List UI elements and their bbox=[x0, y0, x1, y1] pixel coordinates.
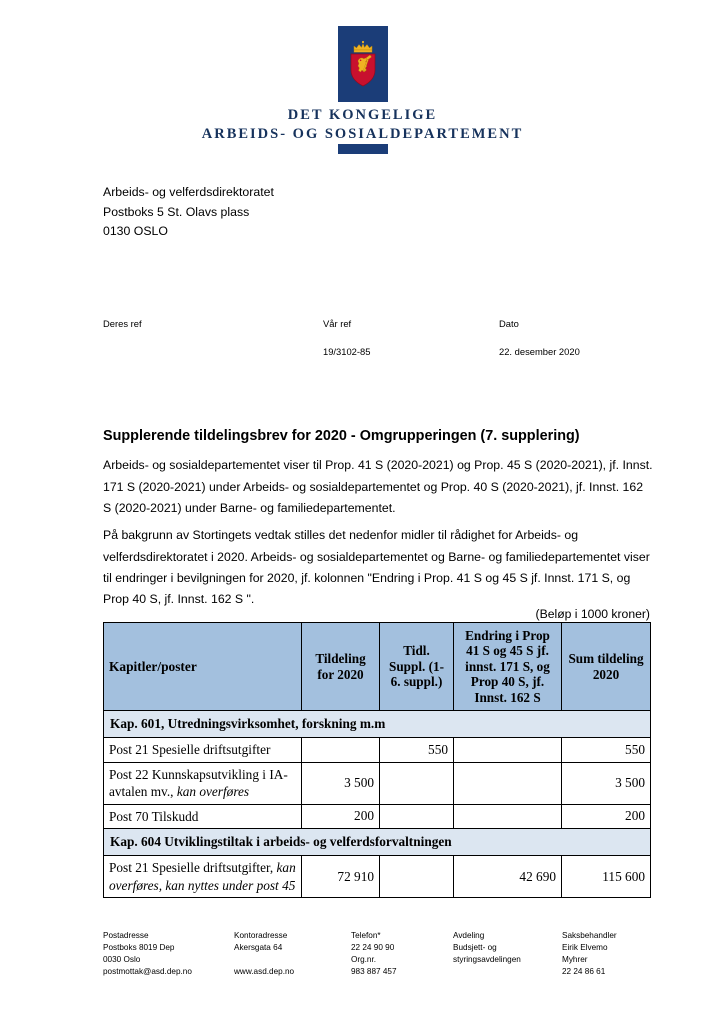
cell-sum: 200 bbox=[562, 804, 651, 829]
dato-value: 22. desember 2020 bbox=[499, 346, 580, 357]
budget-table-wrapper bbox=[103, 622, 650, 898]
table-row bbox=[104, 804, 651, 829]
row-label-cell: Post 70 Tilskudd bbox=[104, 804, 302, 829]
footer-c3-l3: Org.nr. bbox=[351, 955, 377, 965]
row-label-italic: kan overføres, kan nyttes under post 45 bbox=[109, 860, 296, 893]
footer-c2-l3 bbox=[234, 954, 345, 966]
cell-tidl-suppl bbox=[380, 804, 454, 829]
page-footer bbox=[103, 930, 663, 978]
footer-c3-l1: Telefon* bbox=[351, 931, 381, 940]
logo-line-1: DET KONGELIGE bbox=[287, 107, 438, 123]
footer-c3-l4: 983 887 457 bbox=[351, 967, 397, 977]
table-section-row bbox=[104, 829, 651, 856]
cell-tildeling: 3 500 bbox=[302, 762, 380, 804]
paragraph-2: På bakgrunn av Stortingets vedtak stilles det nedenfor midler til rådighet for Arbeids- og velferdsdirektoratet i 2020. Arbeids- og sosialdepartementet og Barne- og familiedepartementet viser til endringer i bevilgningen for 2020, jf. kolonnen "Endring i Prop. 41 S og 45 S jf. Innst. 171 S, og Prop 40 S, jf. Innst. 162 S ". bbox=[103, 528, 650, 606]
budget-table bbox=[103, 622, 651, 898]
deres-ref-column bbox=[103, 316, 323, 359]
footer-c5-l1: Saksbehandler bbox=[562, 931, 617, 940]
cell-tidl-suppl: 550 bbox=[380, 738, 454, 763]
cell-sum: 115 600 bbox=[562, 856, 651, 898]
var-ref-value: 19/3102-85 bbox=[323, 346, 371, 357]
crest-container bbox=[338, 26, 388, 102]
logo-bottom-bar bbox=[338, 144, 388, 154]
cell-endring: 42 690 bbox=[454, 856, 562, 898]
footer-col-avdeling bbox=[453, 930, 562, 978]
footer-col-telefon bbox=[351, 930, 453, 978]
col-header-tidl-suppl: Tidl. Suppl. (1-6. suppl.) bbox=[380, 623, 454, 711]
var-ref-column bbox=[323, 316, 499, 359]
amount-unit-note: (Beløp i 1000 kroner) bbox=[535, 607, 650, 621]
budget-table-head bbox=[104, 623, 651, 711]
footer-c2-l2: Akersgata 64 bbox=[234, 943, 283, 953]
logo-text bbox=[202, 106, 524, 143]
footer-c2-l1: Kontoradresse bbox=[234, 931, 288, 940]
table-header-row bbox=[104, 623, 651, 711]
col-header-kapitler-poster: Kapitler/poster bbox=[104, 623, 302, 711]
footer-c5-l2: Eirik Elvemo bbox=[562, 943, 608, 953]
norwegian-coat-of-arms-icon bbox=[346, 39, 380, 89]
deres-ref-label: Deres ref bbox=[103, 318, 142, 329]
cell-tildeling bbox=[302, 738, 380, 763]
col-header-endring-prop: Endring i Prop 41 S og 45 S jf. innst. 171 S, og Prop 40 S, jf. Innst. 162 S bbox=[454, 623, 562, 711]
budget-table-body bbox=[104, 711, 651, 898]
table-row bbox=[104, 762, 651, 804]
table-row bbox=[104, 738, 651, 763]
table-section-heading: Kap. 604 Utviklingstiltak i arbeids- og velferdsforvaltningen bbox=[104, 829, 651, 856]
row-label-cell: Post 22 Kunnskapsutvikling i IA-avtalen mv., kan overføres bbox=[104, 762, 302, 804]
table-row bbox=[104, 856, 651, 898]
table-section-heading: Kap. 601, Utredningsvirksomhet, forskning m.m bbox=[104, 711, 651, 738]
footer-c3-l2: 22 24 90 90 bbox=[351, 943, 395, 953]
footer-c4-l3: styringsavdelingen bbox=[453, 955, 521, 965]
cell-endring bbox=[454, 738, 562, 763]
cell-tildeling: 72 910 bbox=[302, 856, 380, 898]
cell-sum: 3 500 bbox=[562, 762, 651, 804]
cell-tildeling: 200 bbox=[302, 804, 380, 829]
footer-c1-l4: postmottak@asd.dep.no bbox=[103, 967, 192, 977]
row-label-cell: Post 21 Spesielle driftsutgifter bbox=[104, 738, 302, 763]
addressee-line-1: Arbeids- og velferdsdirektoratet bbox=[103, 185, 274, 199]
var-ref-label: Vår ref bbox=[323, 318, 352, 329]
footer-c1-l2: Postboks 8019 Dep bbox=[103, 943, 175, 953]
cell-tidl-suppl bbox=[380, 856, 454, 898]
footer-col-kontoradresse bbox=[234, 930, 351, 978]
table-section-row bbox=[104, 711, 651, 738]
footer-col-saksbehandler bbox=[562, 930, 662, 978]
cell-sum: 550 bbox=[562, 738, 651, 763]
col-header-sum-tildeling: Sum tildeling 2020 bbox=[562, 623, 651, 711]
cell-endring bbox=[454, 804, 562, 829]
paragraph-1: Arbeids- og sosialdepartementet viser til Prop. 41 S (2020-2021) og Prop. 45 S (2020-2021), jf. Innst. 171 S (2020-2021) under Arbeids- og sosialdepartementet og Prop. 40 S (2020-2021), jf. Innst. 162 S (2020-2021) under Barne- og familiedepartementet. bbox=[103, 458, 653, 515]
addressee-block bbox=[103, 183, 274, 242]
footer-c2-l4: www.asd.dep.no bbox=[234, 967, 295, 977]
footer-c4-l1: Avdeling bbox=[453, 931, 485, 940]
addressee-line-2: Postboks 5 St. Olavs plass bbox=[103, 204, 250, 219]
row-label-cell: Post 21 Spesielle driftsutgifter, kan overføres, kan nyttes under post 45 bbox=[104, 856, 302, 898]
footer-col-postadresse bbox=[103, 930, 234, 978]
reference-row bbox=[103, 316, 651, 359]
cell-endring bbox=[454, 762, 562, 804]
cell-tidl-suppl bbox=[380, 762, 454, 804]
row-label-italic: kan overføres bbox=[176, 784, 250, 799]
col-header-tildeling-2020: Tildeling for 2020 bbox=[302, 623, 380, 711]
footer-c5-l4: 22 24 86 61 bbox=[562, 967, 606, 977]
dato-label: Dato bbox=[499, 318, 519, 329]
dato-column bbox=[499, 316, 651, 359]
footer-c1-l1: Postadresse bbox=[103, 931, 149, 940]
department-logo bbox=[0, 26, 725, 154]
footer-c4-l2: Budsjett- og bbox=[453, 943, 497, 953]
footer-c5-l3: Myhrer bbox=[562, 955, 588, 965]
page-title: Supplerende tildelingsbrev for 2020 - Omgrupperingen (7. supplering) bbox=[103, 427, 580, 444]
addressee-line-3: 0130 OSLO bbox=[103, 224, 168, 238]
logo-line-2: ARBEIDS- OG SOSIALDEPARTEMENT bbox=[201, 125, 524, 142]
footer-c1-l3: 0030 Oslo bbox=[103, 955, 141, 965]
